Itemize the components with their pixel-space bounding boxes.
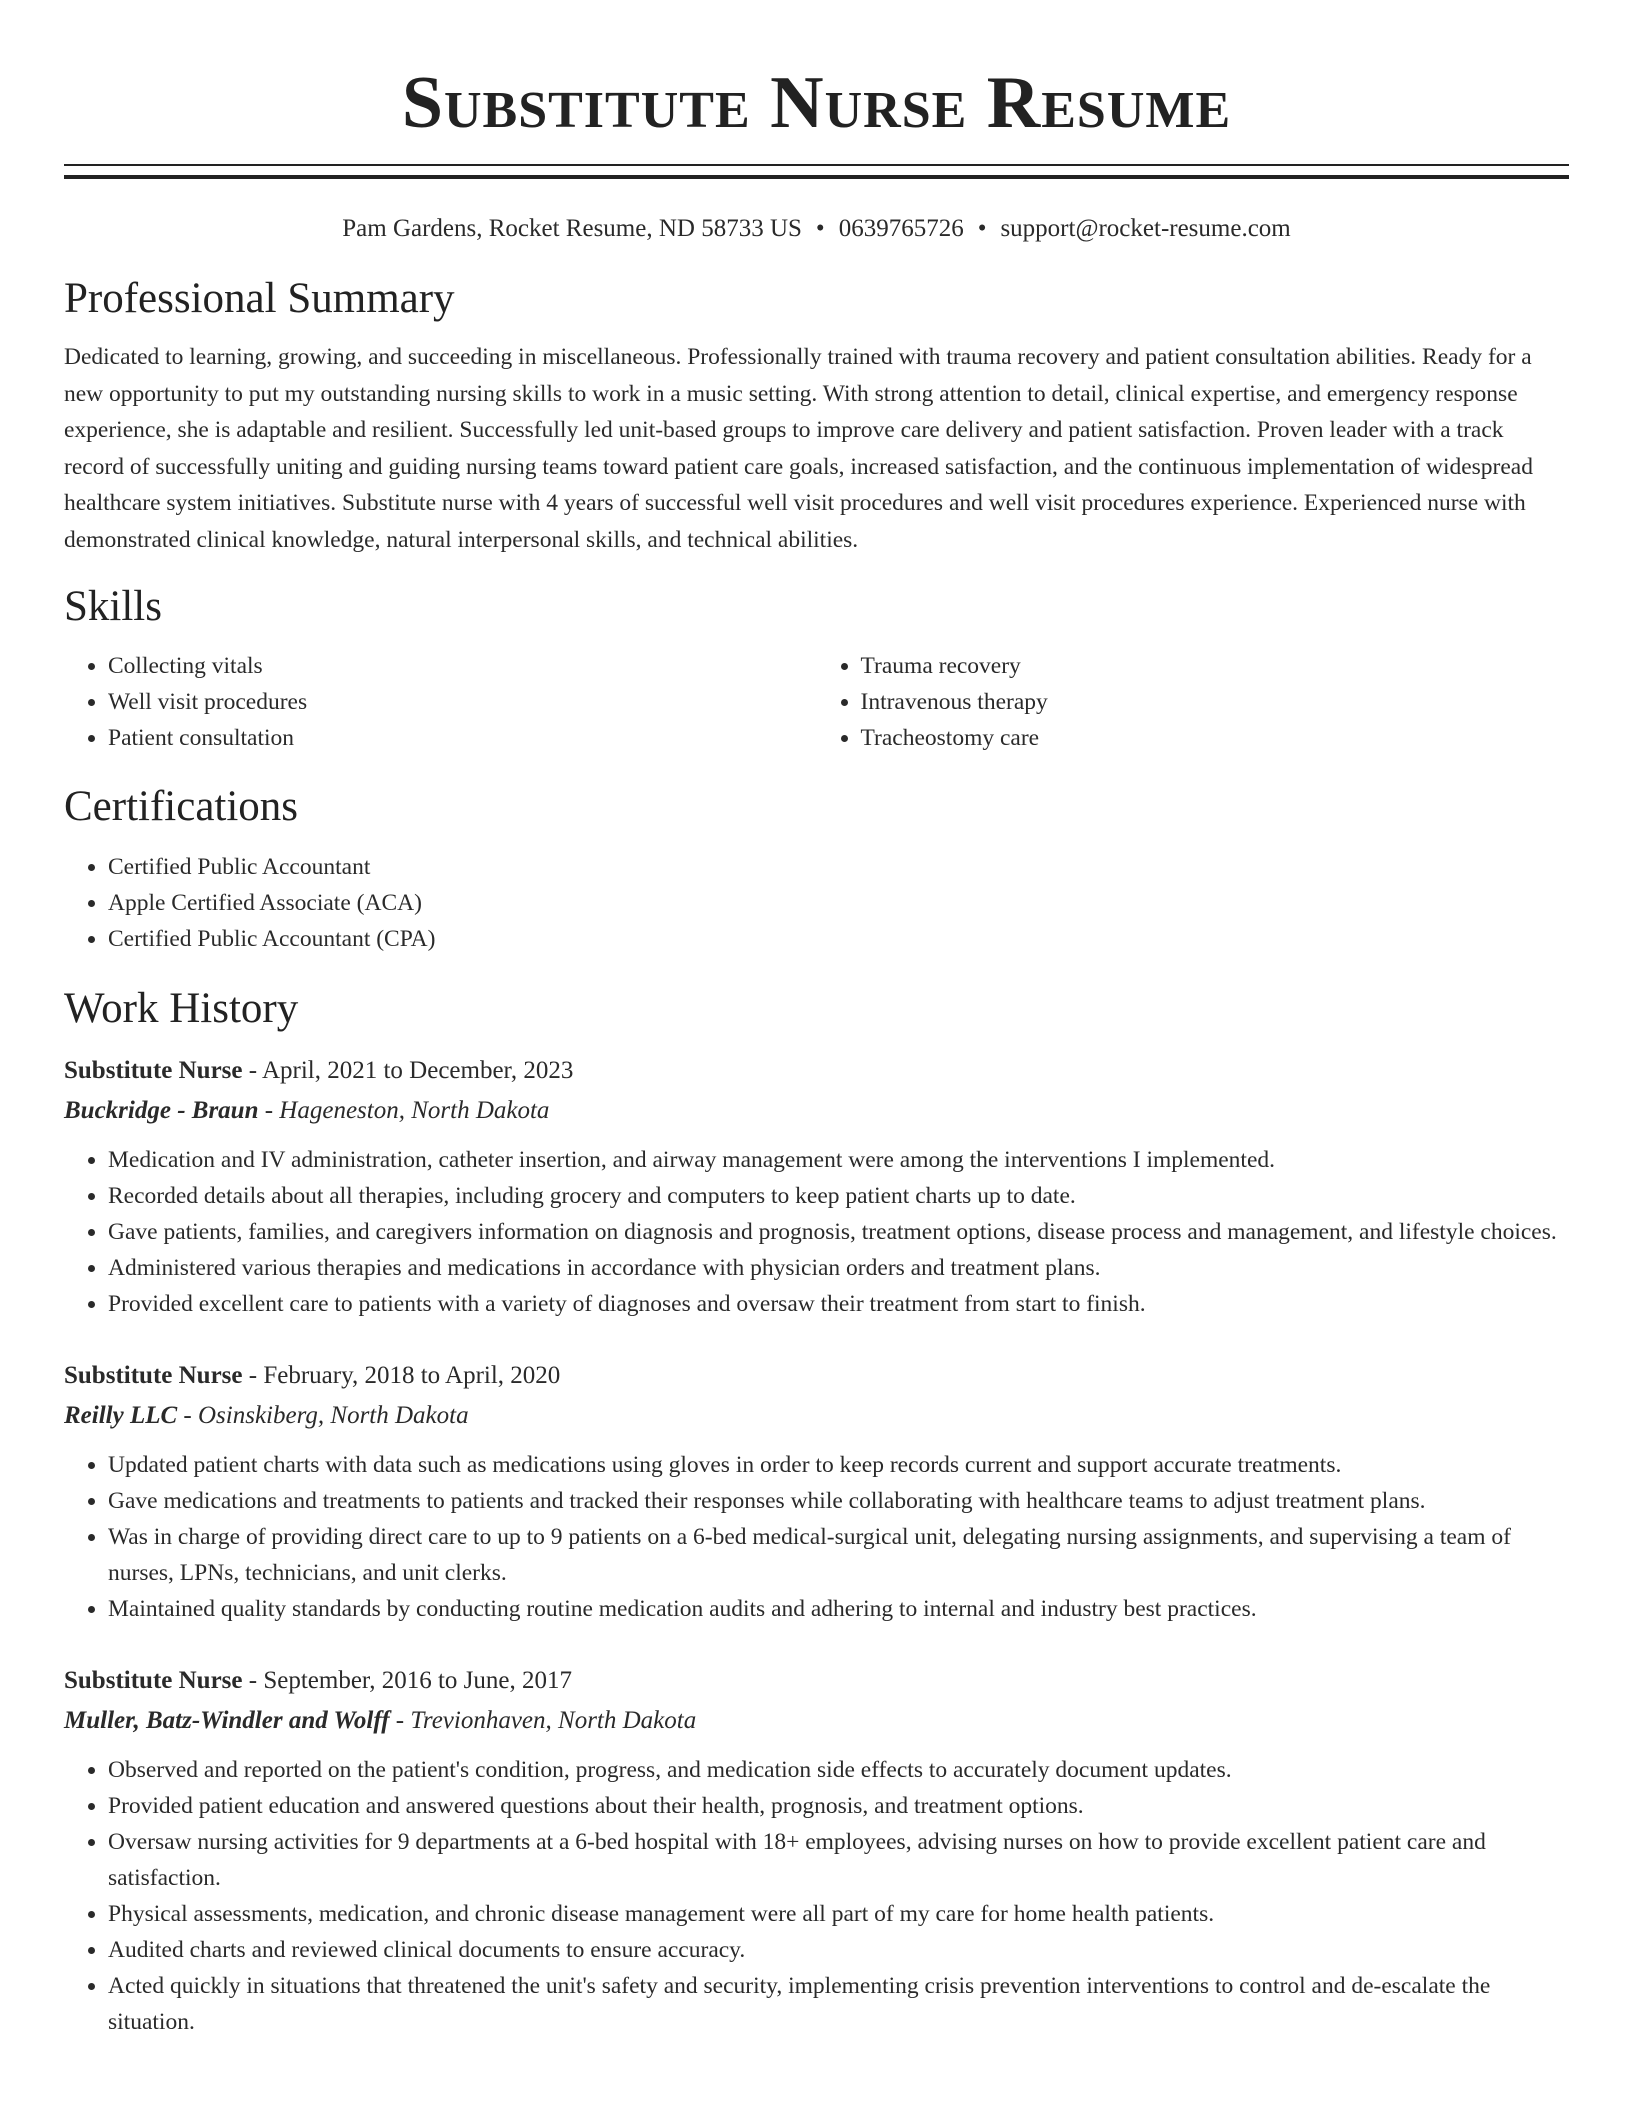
job-dates: - September, 2016 to June, 2017	[242, 1667, 573, 1694]
contact-separator: •	[977, 215, 987, 242]
skill-item: • Trauma recovery	[861, 648, 1570, 684]
contact-line	[64, 212, 1569, 246]
job-bullet: • Acted quickly in situations that threatened the unit's safety and security, implementing crisis prevention interventions to control and de-escalate the situation.	[108, 1968, 1569, 2040]
contact-address: Pam Gardens, Rocket Resume, ND 58733 US	[342, 215, 802, 242]
title-divider	[64, 164, 1569, 179]
job-title-line	[64, 1661, 1569, 1701]
job-bullet: • Maintained quality standards by conducting routine medication audits and adhering to internal and industry best practices.	[108, 1591, 1569, 1627]
job-bullets	[64, 1752, 1569, 2040]
skills-list	[64, 648, 1569, 756]
job-entry	[64, 1661, 1569, 2040]
job-location: - Trevionhaven, North Dakota	[389, 1707, 697, 1734]
job-company: Muller, Batz-Windler and Wolff	[64, 1707, 390, 1734]
job-bullet: • Gave medications and treatments to patients and tracked their responses while collaborating with healthcare teams to adjust treatment plans.	[108, 1483, 1569, 1519]
job-company-line	[64, 1701, 1569, 1741]
resume-title: Substitute Nurse Resume	[401, 62, 1232, 144]
job-entry	[64, 1051, 1569, 1322]
skill-item: • Collecting vitals	[108, 648, 817, 684]
job-role: Substitute Nurse	[64, 1057, 243, 1084]
certification-item: • Apple Certified Associate (ACA)	[108, 885, 1569, 921]
skill-item: • Patient consultation	[108, 720, 817, 756]
job-location: - Hageneston, North Dakota	[258, 1097, 550, 1124]
contact-separator: •	[815, 215, 825, 242]
job-bullet: • Was in charge of providing direct care to up to 9 patients on a 6-bed medical-surgical unit, delegating nursing assignments, and supervising a team of nurses, LPNs, technicians, and unit clerks.	[108, 1519, 1569, 1591]
job-title-line	[64, 1356, 1569, 1396]
job-bullet: • Medication and IV administration, catheter insertion, and airway management were among the interventions I implemented.	[108, 1142, 1569, 1178]
job-role: Substitute Nurse	[64, 1667, 243, 1694]
skills-heading: Skills	[64, 583, 162, 630]
job-bullet: • Updated patient charts with data such as medications using gloves in order to keep records current and support accurate treatments.	[108, 1447, 1569, 1483]
job-dates: - April, 2021 to December, 2023	[242, 1057, 574, 1084]
job-bullets	[64, 1447, 1569, 1627]
job-bullet: • Recorded details about all therapies, including grocery and computers to keep patient charts up to date.	[108, 1178, 1569, 1214]
job-bullet: • Administered various therapies and medications in accordance with physician orders and treatment plans.	[108, 1250, 1569, 1286]
resume-page	[64, 0, 1569, 2040]
contact-email: support@rocket-resume.com	[1000, 215, 1291, 242]
skills-column-left	[64, 648, 817, 756]
job-company-line	[64, 1396, 1569, 1436]
skills-column-right	[817, 648, 1570, 756]
work-history-heading: Work History	[64, 985, 299, 1032]
job-company: Reilly LLC	[64, 1402, 178, 1429]
job-company: Buckridge - Braun	[64, 1097, 259, 1124]
job-bullet: • Physical assessments, medication, and chronic disease management were all part of my care for home health patients.	[108, 1896, 1569, 1932]
job-company-line	[64, 1091, 1569, 1131]
job-bullet: • Oversaw nursing activities for 9 departments at a 6-bed hospital with 18+ employees, advising nurses on how to provide excellent patient care and satisfaction.	[108, 1824, 1569, 1896]
job-bullet: • Observed and reported on the patient's condition, progress, and medication side effects to accurately document updates.	[108, 1752, 1569, 1788]
certifications-list	[64, 849, 1569, 957]
summary-heading: Professional Summary	[64, 275, 455, 322]
skill-item: • Intravenous therapy	[861, 684, 1570, 720]
skill-item: • Well visit procedures	[108, 684, 817, 720]
job-bullet: • Gave patients, families, and caregivers information on diagnosis and prognosis, treatment options, disease process and management, and lifestyle choices.	[108, 1214, 1569, 1250]
job-title-line	[64, 1051, 1569, 1091]
certification-item: • Certified Public Accountant (CPA)	[108, 921, 1569, 957]
job-dates: - February, 2018 to April, 2020	[242, 1362, 561, 1389]
summary-text: Dedicated to learning, growing, and succeeding in miscellaneous. Professionally trained with trauma recovery and patient consultation abilities. Ready for a new opportunity to put my outstanding nursing skills to work in a music setting. With strong attention to detail, clinical expertise, and emergency response experience, she is adaptable and resilient. Successfully led unit-based groups to improve care delivery and patient satisfaction. Proven leader with a track record of successfully uniting and guiding nursing teams toward patient care goals, increased satisfaction, and the continuous implementation of widespread healthcare system initiatives. Substitute nurse with 4 years of successful well visit procedures and well visit procedures experience. Experienced nurse with demonstrated clinical knowledge, natural interpersonal skills, and technical abilities.	[64, 344, 1533, 553]
job-role: Substitute Nurse	[64, 1362, 243, 1389]
job-bullet: • Audited charts and reviewed clinical documents to ensure accuracy.	[108, 1932, 1569, 1968]
job-location: - Osinskiberg, North Dakota	[177, 1402, 469, 1429]
job-entry	[64, 1356, 1569, 1627]
certification-item: • Certified Public Accountant	[108, 849, 1569, 885]
contact-phone: 0639765726	[838, 215, 964, 242]
skill-item: • Tracheostomy care	[861, 720, 1570, 756]
job-bullets	[64, 1142, 1569, 1322]
job-bullet: • Provided excellent care to patients with a variety of diagnoses and oversaw their treatment from start to finish.	[108, 1286, 1569, 1322]
job-bullet: • Provided patient education and answered questions about their health, prognosis, and treatment options.	[108, 1788, 1569, 1824]
certifications-heading: Certifications	[64, 783, 299, 830]
